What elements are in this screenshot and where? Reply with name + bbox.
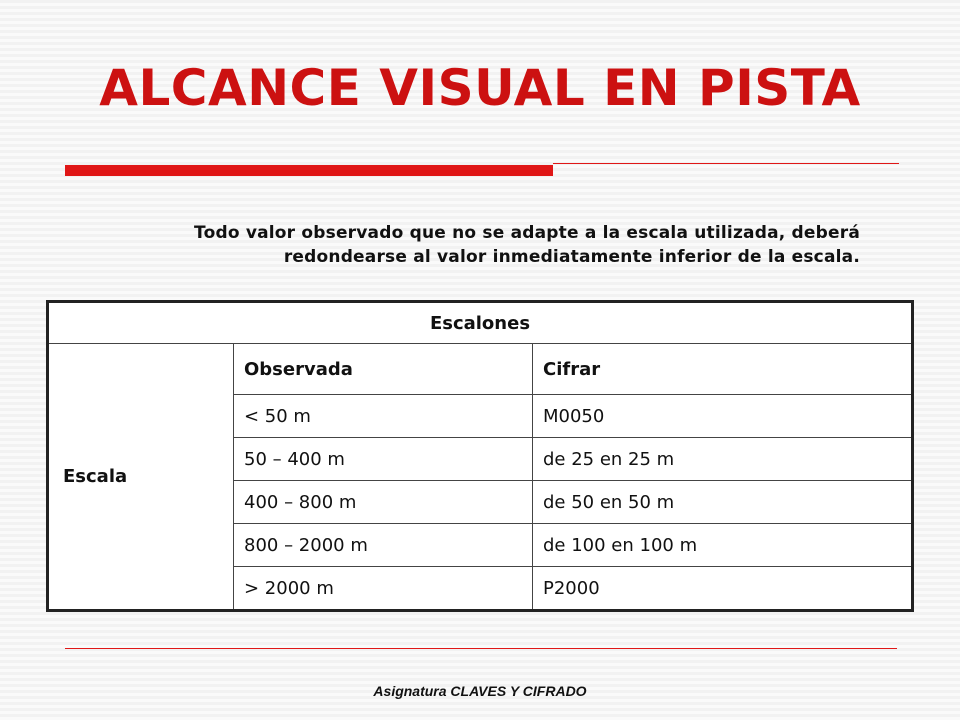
cell-cifrar: de 50 en 50 m xyxy=(533,481,913,524)
intro-line-2: redondearse al valor inmediatamente inferior de la escala. xyxy=(283,247,860,267)
cell-cifrar: de 100 en 100 m xyxy=(533,524,913,567)
footer-divider xyxy=(65,648,897,649)
cell-observada: > 2000 m xyxy=(234,567,533,611)
scale-table xyxy=(46,300,914,612)
table-header-row xyxy=(48,302,913,344)
cell-observada: 50 – 400 m xyxy=(234,438,533,481)
title-underline-thick xyxy=(65,165,553,176)
column-header-cifrar: Cifrar xyxy=(533,344,913,395)
cell-observada: 400 – 800 m xyxy=(234,481,533,524)
cell-observada: 800 – 2000 m xyxy=(234,524,533,567)
cell-observada: < 50 m xyxy=(234,395,533,438)
intro-line-1: Todo valor observado que no se adapte a la escala utilizada, deberá xyxy=(194,223,860,243)
footer-course-name: Asignatura CLAVES Y CIFRADO xyxy=(373,683,587,699)
cell-cifrar: de 25 en 25 m xyxy=(533,438,913,481)
table-subheader-row xyxy=(48,344,913,395)
cell-cifrar: M0050 xyxy=(533,395,913,438)
table-header-escalones: Escalones xyxy=(48,302,913,344)
column-header-observada: Observada xyxy=(234,344,533,395)
slide-title: ALCANCE VISUAL EN PISTA xyxy=(99,59,861,117)
intro-paragraph xyxy=(100,221,860,269)
title-underline-thin xyxy=(553,163,899,164)
cell-cifrar: P2000 xyxy=(533,567,913,611)
row-label-escala: Escala xyxy=(48,344,234,611)
